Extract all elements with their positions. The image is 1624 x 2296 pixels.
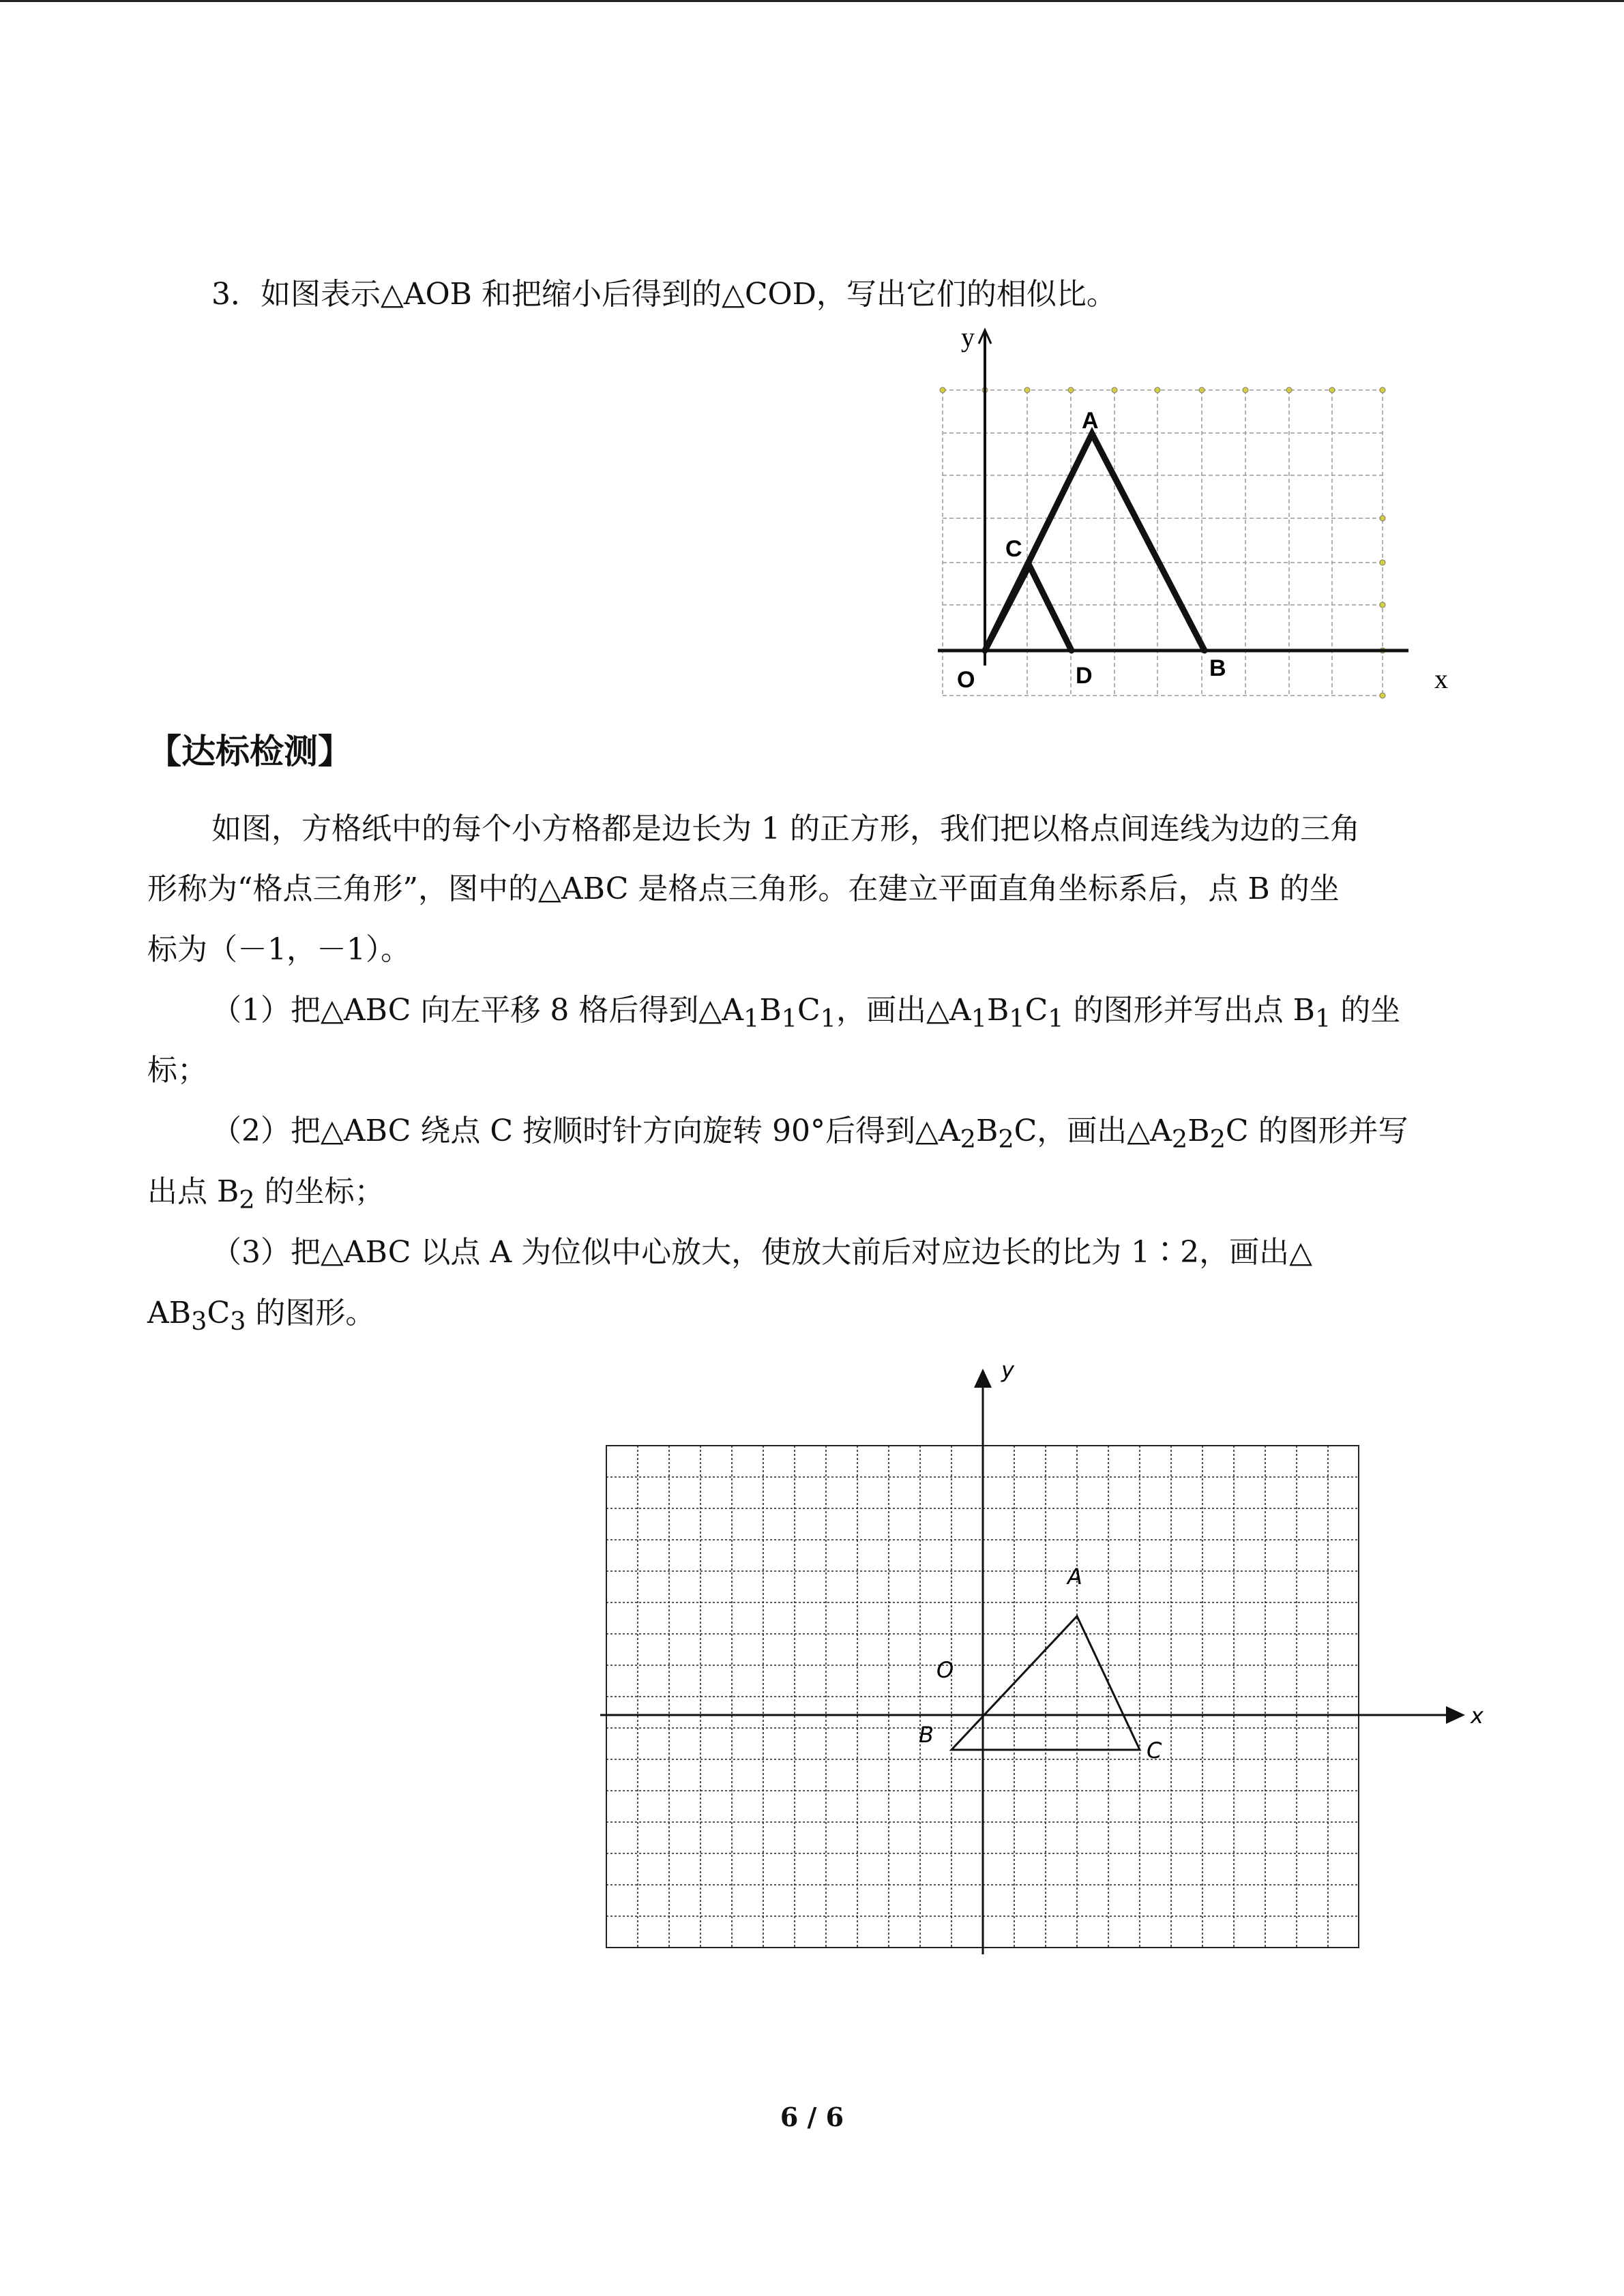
fig1-axis-x-label: x	[1434, 664, 1448, 694]
page-number: 6 / 6	[780, 2102, 844, 2132]
item-2-line: （2）把△ABC 绕点 C 按顺时针方向旋转 90°后得到$\triangle A_2B_2C$，画出$\triangle A_2B_2C$ 的图形并写	[211, 1114, 1408, 1154]
fig2-y-arrow	[974, 1369, 992, 1388]
fig1-label-B: B	[1209, 655, 1226, 681]
fig2-axes	[600, 1381, 1453, 1954]
top-border	[0, 0, 1624, 2]
fig2-axis-y-label: y	[1001, 1357, 1014, 1383]
fig1-label-D: D	[1076, 663, 1093, 689]
item-3-cont: $AB_3C_3$ 的图形。	[147, 1296, 376, 1336]
fig1-label-O: O	[957, 667, 975, 693]
figure-similar-triangles	[938, 322, 1463, 708]
figure-grid-triangle	[600, 1357, 1501, 1971]
intro-line-3: 标为（－1，－1）。	[147, 932, 411, 967]
fig1-label-C: C	[1005, 536, 1022, 562]
item-1-line: （1）把△ABC 向左平移 8 格后得到$\triangle A_1B_1C_1$，画出$\triangle A_1B_1C_1$ 的图形并写出点 $B_1$ 的坐	[211, 993, 1401, 1033]
fig1-axes	[938, 330, 1408, 666]
intro-line-1: 如图，方格纸中的每个小方格都是边长为 1 的正方形，我们把以格点间连线为边的三角	[211, 811, 1360, 846]
section-heading: 【达标检测】	[147, 732, 352, 771]
item-1-cont: 标；	[147, 1053, 207, 1088]
fig2-label-O: O	[936, 1657, 954, 1683]
fig2-label-A: A	[1067, 1564, 1082, 1590]
fig2-axis-x-label: x	[1471, 1703, 1483, 1729]
fig2-label-B: B	[919, 1722, 934, 1748]
triangle-COD	[985, 565, 1072, 651]
item-2-cont: 出点 $B_2$ 的坐标；	[147, 1174, 385, 1214]
fig2-label-C: C	[1147, 1738, 1162, 1763]
item-3-line: （3）把△ABC 以点 A 为位似中心放大，使放大前后对应边长的比为 1∶2，画出△	[211, 1235, 1312, 1270]
fig1-axis-y-label: y	[961, 322, 975, 353]
question-3-text: 3．如图表示△AOB 和把缩小后得到的△COD，写出它们的相似比。	[211, 277, 1117, 312]
intro-line-2: 形称为“格点三角形”，图中的△ABC 是格点三角形。在建立平面直角坐标系后，点 B 的坐	[147, 871, 1340, 906]
fig2-x-arrow	[1446, 1706, 1465, 1724]
fig1-label-A: A	[1082, 408, 1099, 434]
